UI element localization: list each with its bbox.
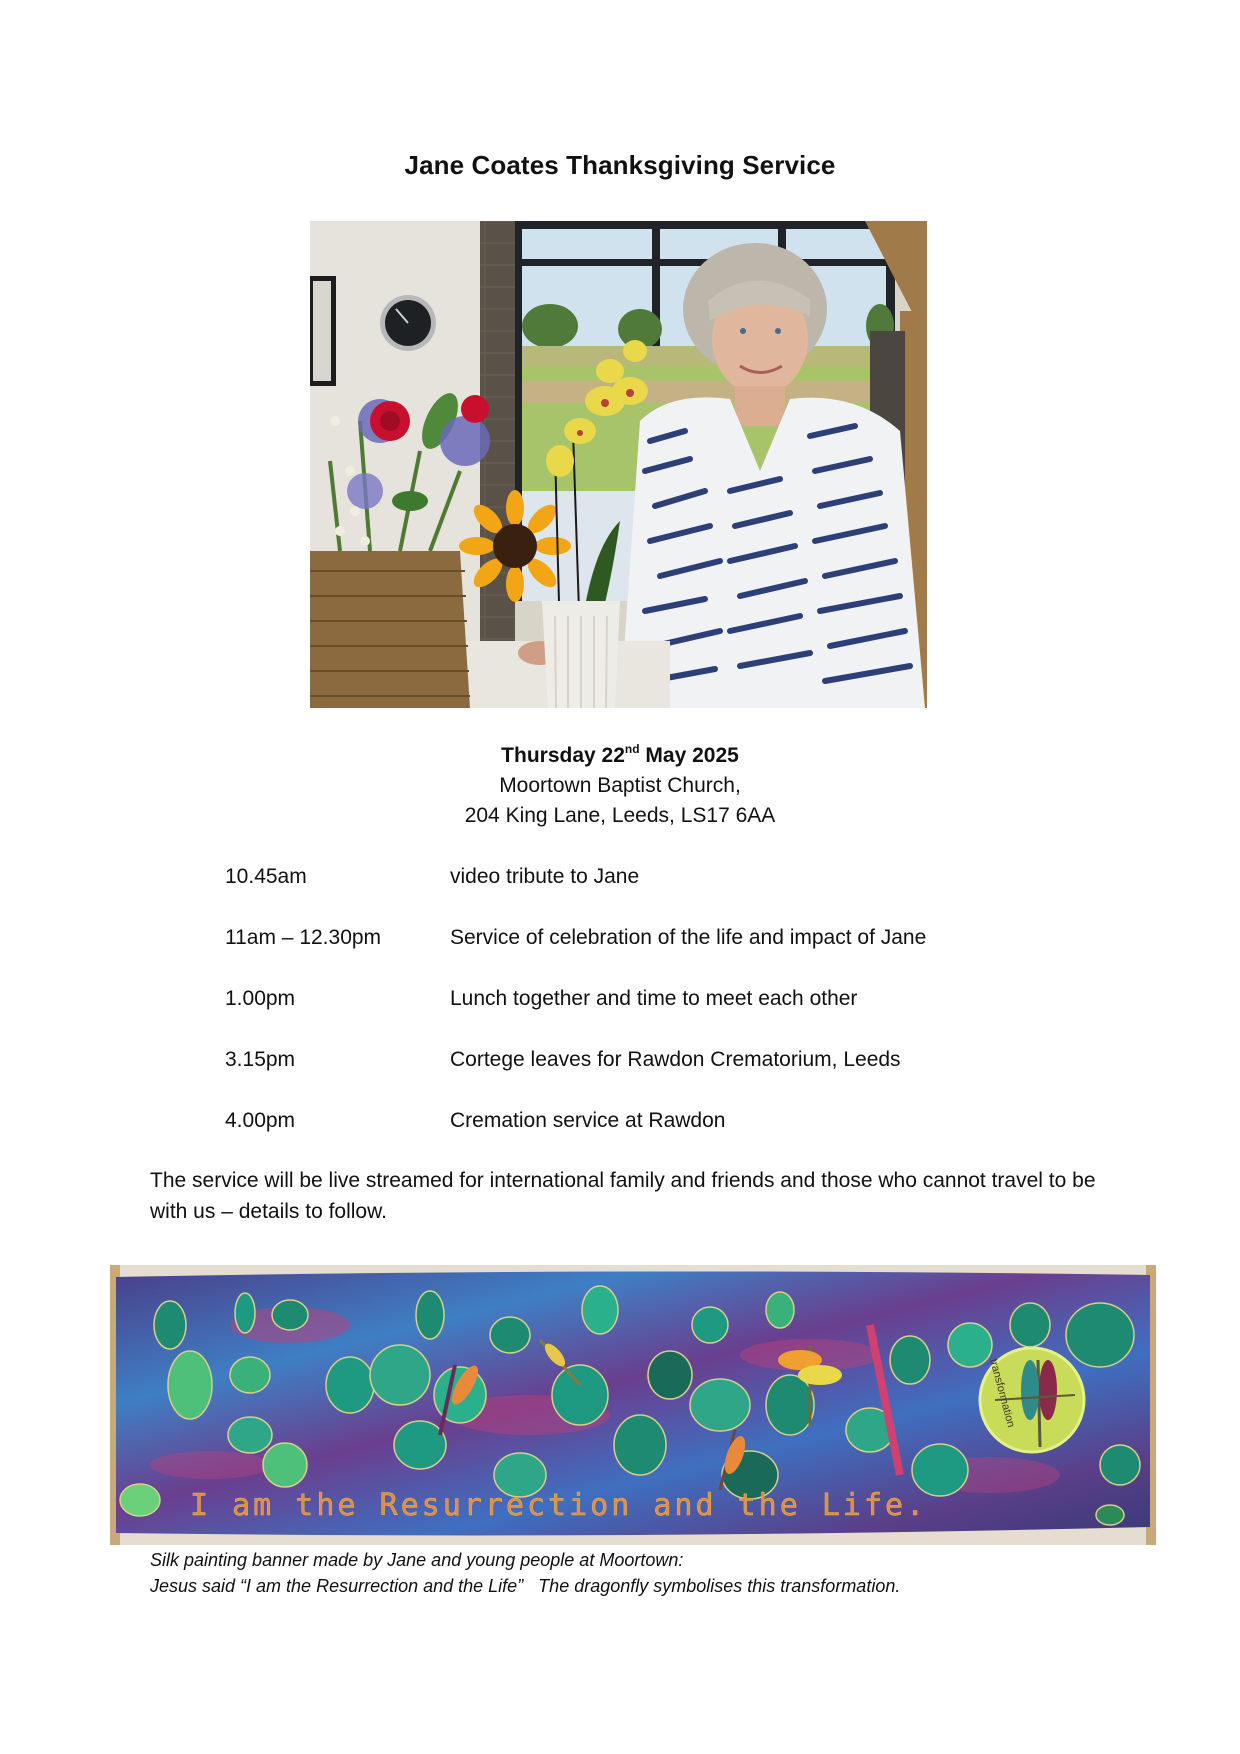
schedule-row bbox=[225, 1045, 1125, 1106]
portrait-photo bbox=[310, 221, 927, 708]
medallion-text: transformation bbox=[987, 1357, 1017, 1429]
event-venue: Moortown Baptist Church, bbox=[499, 774, 741, 797]
event-date-suffix: nd bbox=[624, 742, 640, 756]
schedule-row bbox=[225, 923, 1125, 984]
event-details bbox=[0, 741, 1240, 831]
schedule-row bbox=[225, 1106, 1125, 1167]
silk-banner-illustration bbox=[110, 1265, 1156, 1545]
schedule-description: video tribute to Jane bbox=[450, 865, 640, 888]
event-address: 204 King Lane, Leeds, LS17 6AA bbox=[464, 804, 776, 827]
schedule-row bbox=[225, 862, 1125, 923]
event-date bbox=[0, 741, 1240, 771]
schedule-description: Service of celebration of the life and impact of Jane bbox=[450, 926, 927, 949]
banner-inscription: I am the Resurrection and the Life. bbox=[190, 1488, 928, 1523]
page-title: Jane Coates Thanksgiving Service bbox=[404, 150, 836, 180]
schedule-description: Cremation service at Rawdon bbox=[450, 1109, 726, 1132]
schedule-time: 4.00pm bbox=[225, 1109, 296, 1132]
portrait-photo-illustration bbox=[310, 221, 927, 708]
schedule-list bbox=[225, 862, 1125, 1167]
schedule-row bbox=[225, 984, 1125, 1045]
schedule-time: 10.45am bbox=[225, 865, 307, 888]
caption-line-2: Jesus said “I am the Resurrection and the Life” The dragonfly symbolises this transformation. bbox=[150, 1576, 901, 1596]
schedule-time: 3.15pm bbox=[225, 1048, 296, 1071]
banner-caption bbox=[150, 1547, 1150, 1599]
schedule-description: Cortege leaves for Rawdon Crematorium, Leeds bbox=[450, 1048, 901, 1071]
schedule-description: Lunch together and time to meet each other bbox=[450, 987, 858, 1010]
silk-banner-photo bbox=[110, 1265, 1156, 1545]
schedule-time: 11am – 12.30pm bbox=[225, 926, 382, 949]
schedule-time: 1.00pm bbox=[225, 987, 296, 1010]
livestream-notice: The service will be live streamed for international family and friends and those who cannot travel to be with us – details to follow. bbox=[150, 1169, 1096, 1223]
event-date-rest: May 2025 bbox=[639, 744, 739, 767]
event-date-day: Thursday 22 bbox=[501, 744, 625, 767]
caption-line-1: Silk painting banner made by Jane and young people at Moortown: bbox=[150, 1550, 684, 1570]
